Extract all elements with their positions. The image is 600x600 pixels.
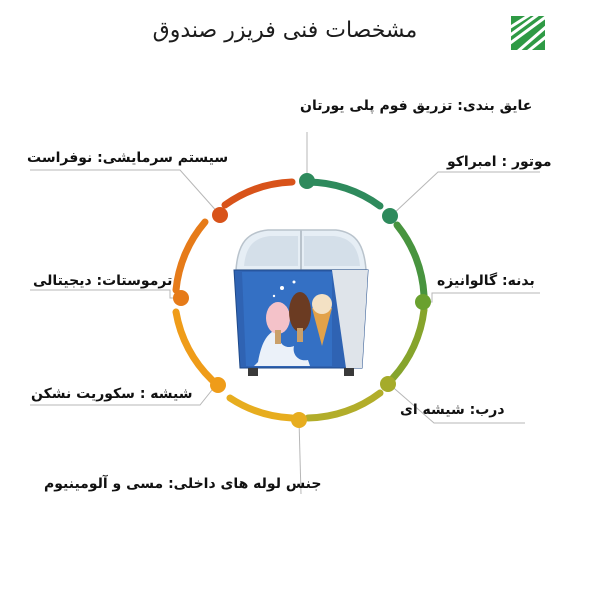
ring-arc-2 <box>397 225 424 295</box>
ring-arc-4 <box>308 393 380 418</box>
spec-label-door: درب: شیشه ای <box>400 402 505 418</box>
ring-arc-5 <box>230 398 292 418</box>
chest-freezer-image <box>228 222 374 378</box>
ring-arc-3 <box>393 310 424 378</box>
connector-line-2 <box>391 172 540 216</box>
ring-arc-6 <box>176 312 212 380</box>
connector-line-7 <box>30 290 180 298</box>
ring-dot-2 <box>382 208 398 224</box>
ring-dot-4 <box>380 376 396 392</box>
connector-line-8 <box>30 170 220 215</box>
spec-label-thermostat: ترموستات: دیجیتالی <box>33 273 173 289</box>
ring-dot-3 <box>415 294 431 310</box>
spec-label-glass: شیشه : سکوریت نشکن <box>31 386 193 402</box>
ring-arc-7 <box>176 222 205 290</box>
ring-arc-1 <box>308 182 380 206</box>
spec-label-pipes: جنس لوله های داخلی: مسی و آلومینیوم <box>44 476 322 492</box>
ring-dot-8 <box>212 207 228 223</box>
page-title: مشخصات فنی فریزر صندوق <box>152 18 418 43</box>
spec-label-body: بدنه: گالوانیزه <box>437 273 535 289</box>
ring-dot-5 <box>291 412 307 428</box>
spec-label-insulation: عایق بندی: تزریق فوم پلی یورتان <box>300 98 533 114</box>
ring-dot-6 <box>210 377 226 393</box>
spec-label-motor: موتور : امبراکو <box>447 154 552 170</box>
spec-label-cooling: سیستم سرمایشی: نوفراست <box>27 150 229 166</box>
connector-line-3 <box>424 293 540 302</box>
ring-dot-7 <box>173 290 189 306</box>
ring-arc-8 <box>225 182 292 205</box>
ring-dot-1 <box>299 173 315 189</box>
